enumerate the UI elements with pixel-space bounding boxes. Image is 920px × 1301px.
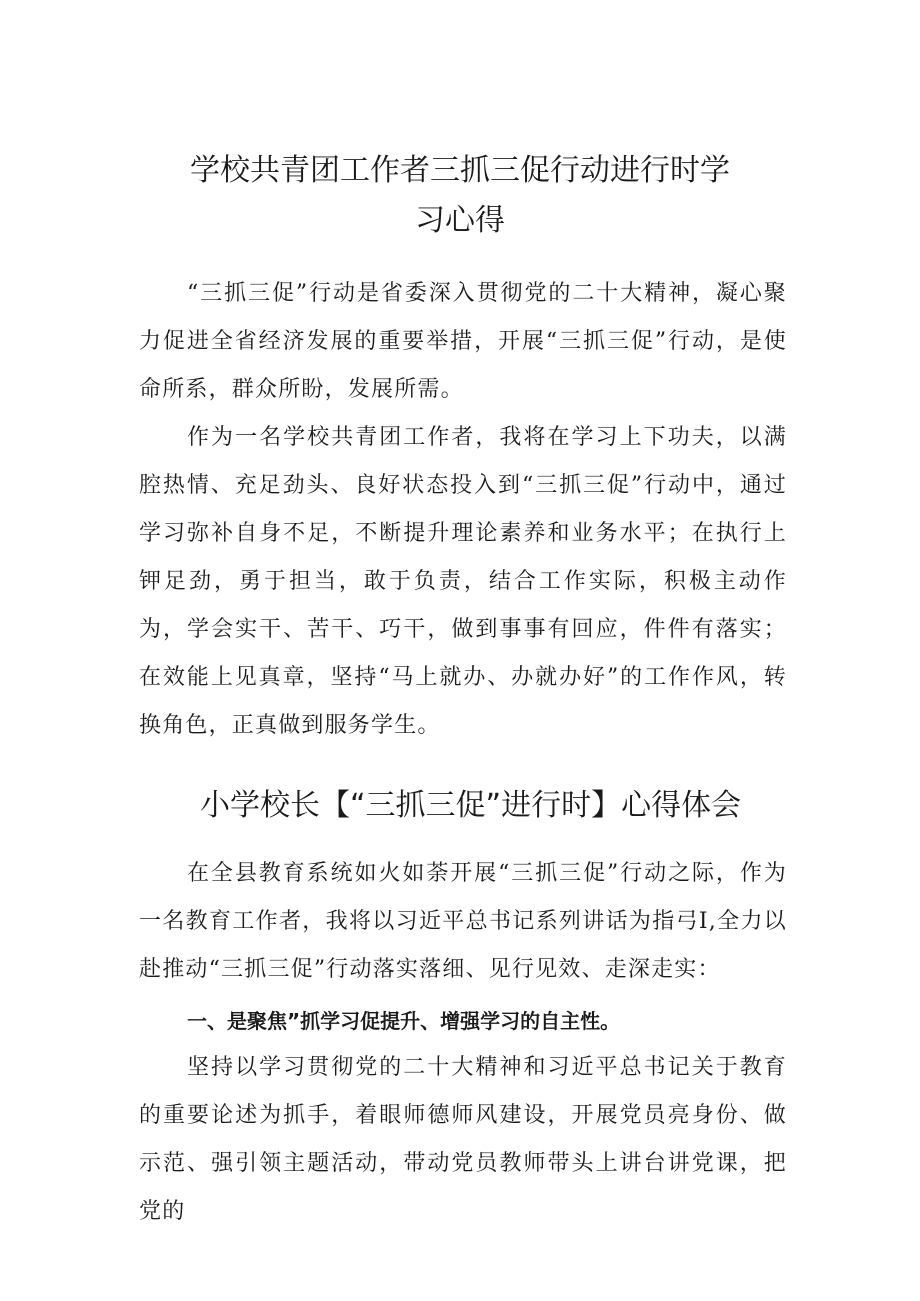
article2-subheading: 一、是聚焦”抓学习促提升、增强学习的自主性。 — [187, 1009, 621, 1033]
article2-intro: 在全县教育系统如火如荼开展“三抓三促”行动之际，作为一名教育工作者，我将以习近平总书记系列讲话为指弓I,全力以赴推动“三抓三促”行动落实落细、见行见效、走深走实： — [139, 861, 787, 982]
article2-title: 小学校长【“三抓三促”进行时】心得体会 — [200, 788, 742, 823]
article2-body: 坚持以学习贯彻党的二十大精神和习近平总书记关于教育的重要论述为抓手，着眼师德师风建设，开展党员亮身份、做示范、强引领主题活动，带动党员教师带头上讲台讲党课，把党的 — [139, 1055, 787, 1224]
article1-paragraph-1: “三抓三促”行动是省委深入贯彻党的二十大精神，凝心聚力促进全省经济发展的重要举措，开展“三抓三促”行动，是使命所系，群众所盼，发展所需。 — [139, 281, 787, 402]
article1-title-line2: 习心得 — [415, 203, 505, 238]
article1-title-line1: 学校共青团工作者三抓三促行动进行时学 — [190, 153, 730, 188]
article1-paragraph-2: 作为一名学校共青团工作者，我将在学习上下功夫，以满腔热情、充足劲头、良好状态投入到“三抓三促”行动中，通过学习弥补自身不足，不断提升理论素养和业务水平；在执行上钾足劲，勇于担当，敢于负责，结合工作实际，积极主动作为，学会实干、苦干、巧干，做到事事有回应，件件有落实；在效能上见真章，坚持“马上就办、办就办好”的工作作风，转换角色，正真做到服务学生。 — [139, 425, 787, 738]
